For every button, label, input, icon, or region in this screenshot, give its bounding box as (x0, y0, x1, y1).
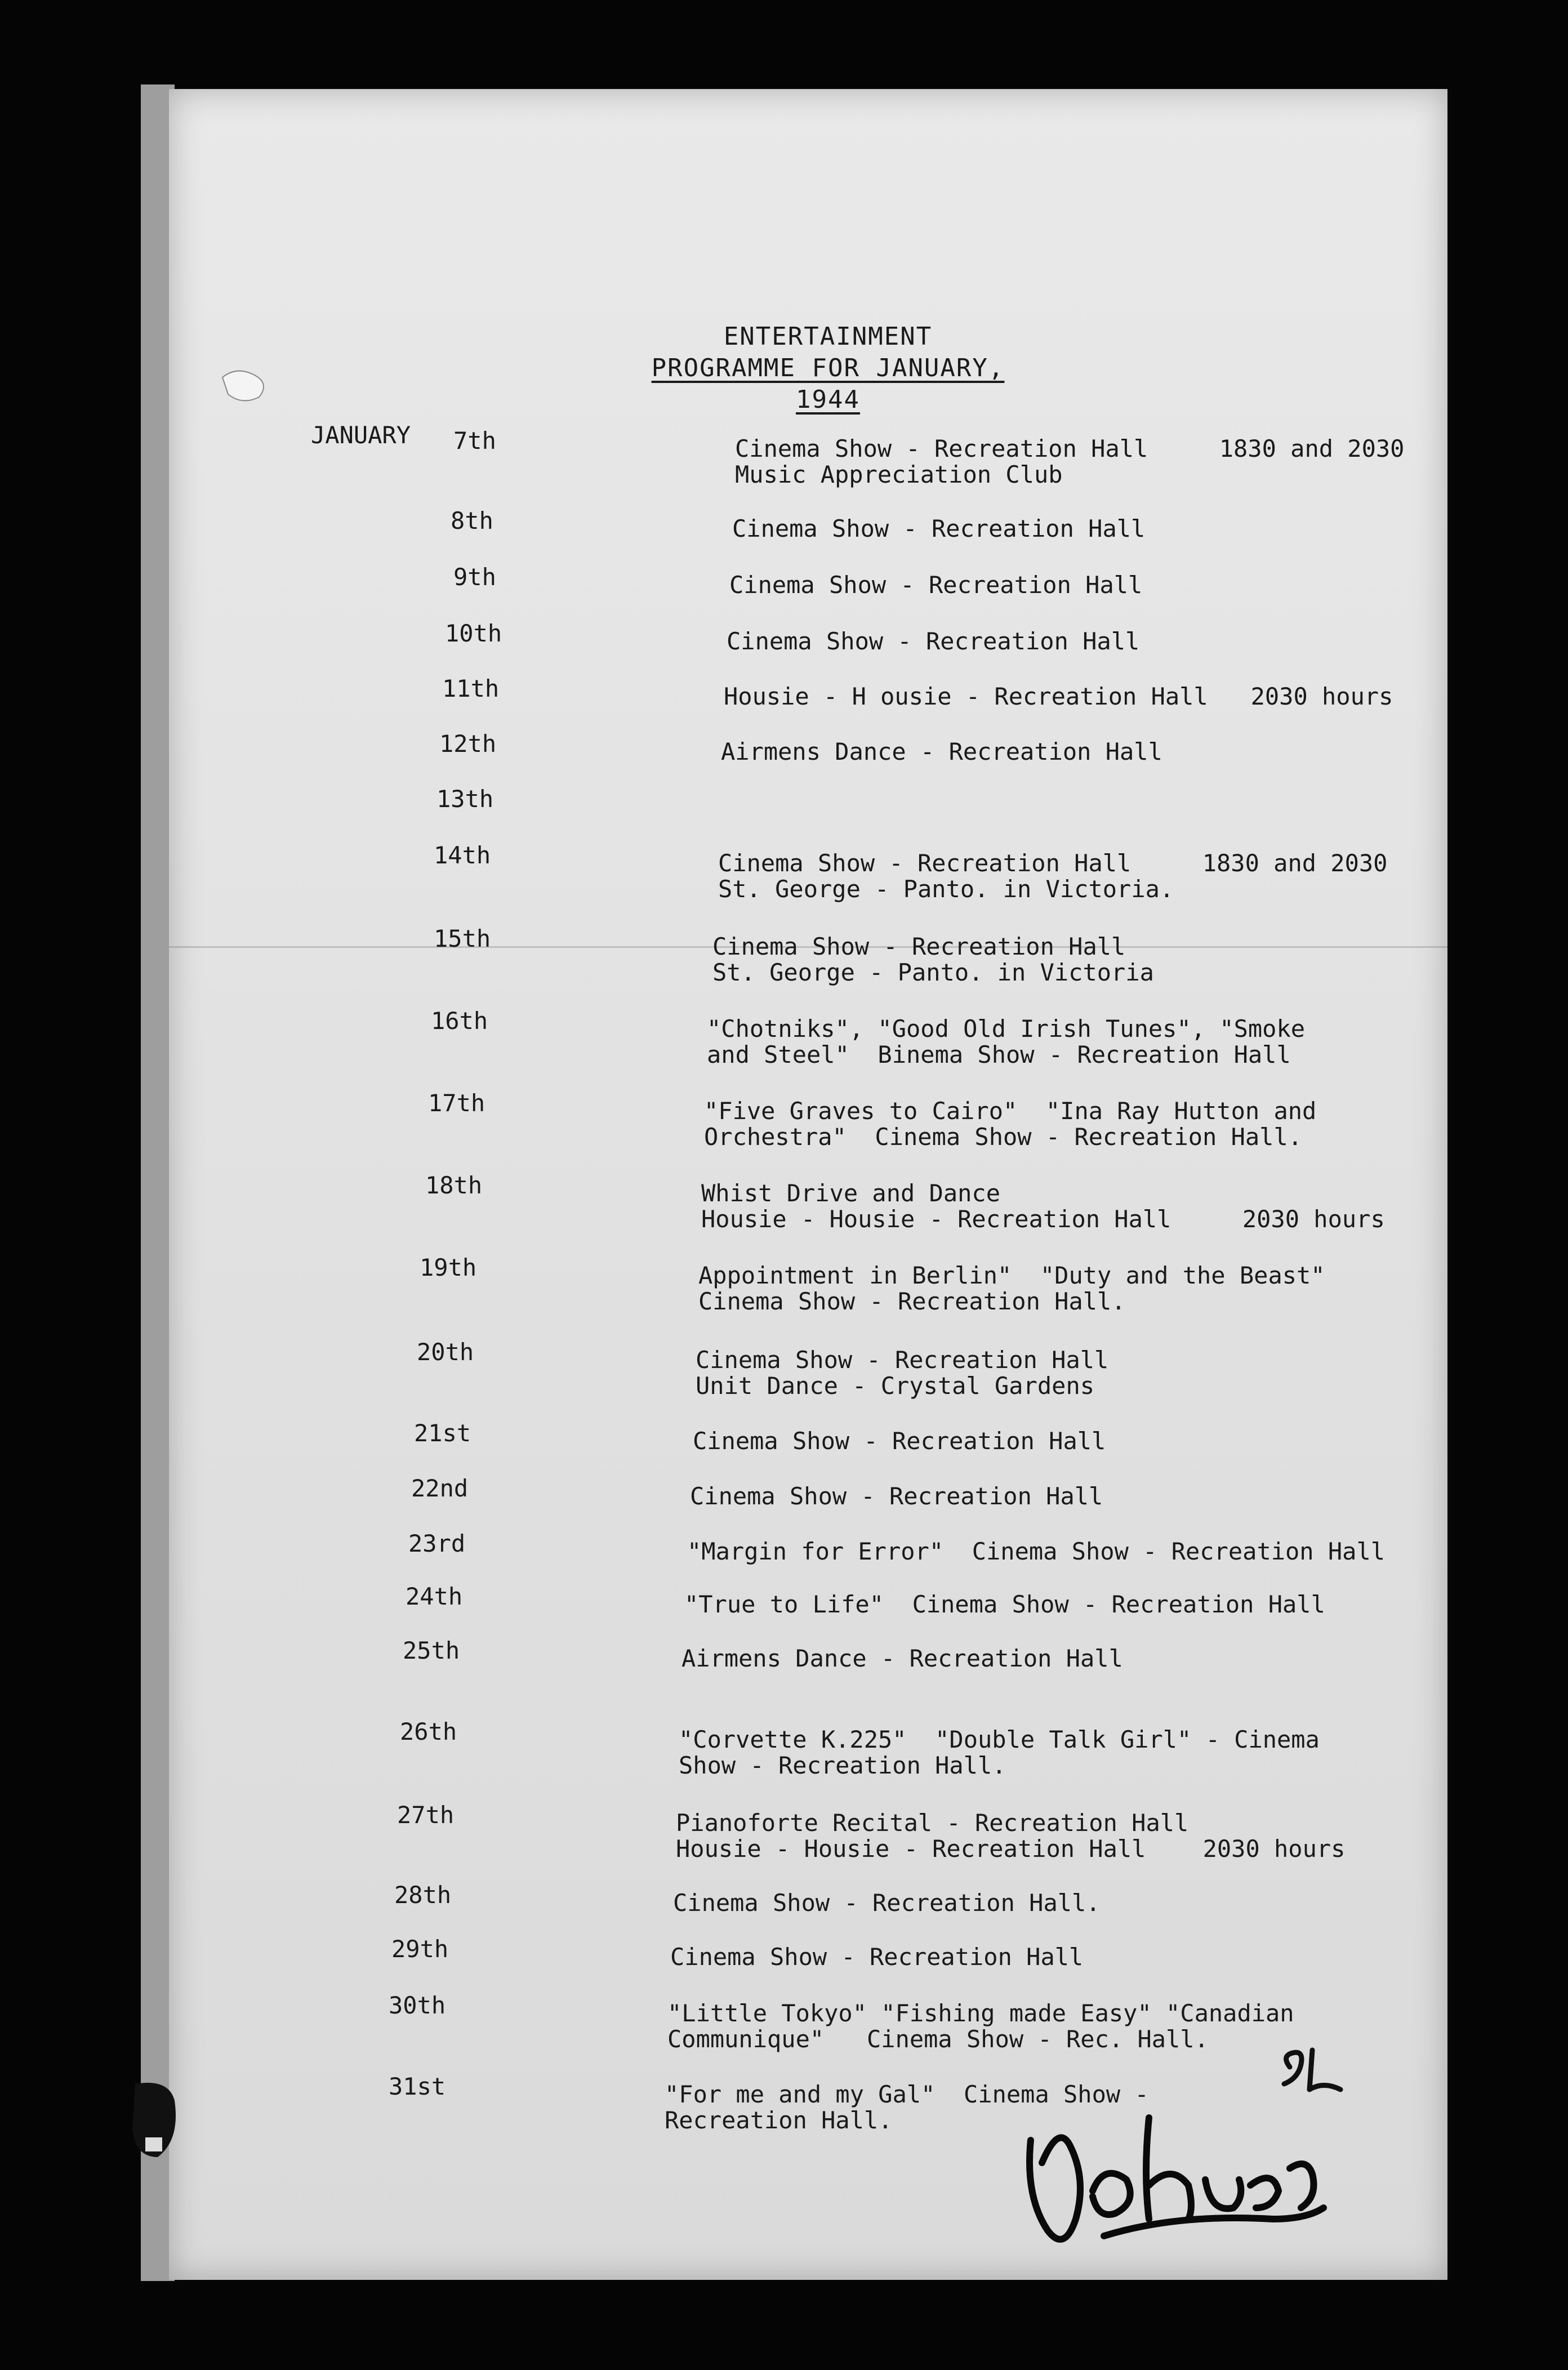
entry-description-line: Recreation Hall. (665, 2106, 893, 2134)
entry-description-line: Show - Recreation Hall. (679, 1752, 1006, 1779)
entry-day: 10th (445, 620, 502, 647)
entry-day: 23rd (408, 1530, 466, 1557)
entry-description-line: Orchestra" Cinema Show - Recreation Hall. (704, 1123, 1303, 1151)
entry-day: 8th (451, 507, 493, 534)
entry-description-line: Pianoforte Recital - Recreation Hall (676, 1809, 1189, 1837)
entry-day: 29th (391, 1935, 449, 1963)
entry-day: 14th (434, 841, 491, 869)
entry-description-line: Cinema Show - Recreation Hall (670, 1943, 1084, 1971)
entry-description-line: Housie - Housie - Recreation Hall 2030 hours (701, 1205, 1385, 1233)
entry-description-line: "For me and my Gal" Cinema Show - (665, 2081, 1149, 2108)
entry-description-line: St. George - Panto. in Victoria (712, 959, 1154, 986)
header-subtitle: PROGRAMME FOR JANUARY, 1944 (651, 354, 1005, 414)
entry-description-line: Cinema Show - Recreation Hall 1830 and 2030 (718, 849, 1388, 877)
entry-description-line: "Margin for Error" Cinema Show - Recreation Hall (687, 1538, 1386, 1565)
binding-hole (124, 2078, 186, 2163)
month-label: JANUARY (311, 421, 411, 449)
entry-description-line: Cinema Show - Recreation Hall. (698, 1288, 1126, 1315)
entry-description-line: Cinema Show - Recreation Hall (693, 1427, 1106, 1455)
entry-day: 9th (453, 563, 496, 591)
entry-description-line: Cinema Show - Recreation Hall (732, 515, 1146, 542)
entry-day: 28th (394, 1881, 452, 1909)
entry-description-line: Cinema Show - Recreation Hall (712, 933, 1126, 960)
entry-description-line: Cinema Show - Recreation Hall (727, 627, 1140, 655)
entry-day: 27th (397, 1801, 455, 1829)
entry-day: 15th (434, 925, 491, 952)
entry-description-line: and Steel" Binema Show - Recreation Hall (707, 1041, 1291, 1068)
entry-description-line: "Five Graves to Cairo" "Ina Ray Hutton and (704, 1097, 1317, 1125)
entry-description-line: Housie - Housie - Recreation Hall 2030 hours (676, 1835, 1346, 1863)
entry-description-line: "Little Tokyo" "Fishing made Easy" "Canadian (667, 1999, 1294, 2027)
entry-description-line: "Corvette K.225" "Double Talk Girl" - Cinema (679, 1726, 1320, 1753)
entry-day: 16th (431, 1007, 488, 1035)
entry-description-line: Communique" Cinema Show - Rec. Hall. (667, 2025, 1209, 2053)
entry-day: 7th (453, 427, 496, 455)
entry-description-line: Cinema Show - Recreation Hall (690, 1482, 1103, 1510)
header-title: ENTERTAINMENT (723, 322, 933, 351)
entry-day: 19th (420, 1254, 477, 1281)
entry-day: 13th (436, 785, 494, 813)
entry-description-line: Housie - H ousie - Recreation Hall 2030 hours (724, 683, 1393, 710)
handwritten-signature (1008, 2050, 1346, 2287)
entry-day: 25th (403, 1637, 460, 1664)
entry-day: 20th (417, 1338, 474, 1366)
entry-description-line: Airmens Dance - Recreation Hall (681, 1645, 1123, 1672)
entry-day: 11th (442, 675, 500, 702)
paper-tear-mark (220, 366, 276, 406)
entry-description-line: Cinema Show - Recreation Hall 1830 and 2030 (735, 435, 1405, 462)
entry-day: 17th (428, 1089, 485, 1117)
entry-description-line: Whist Drive and Dance (701, 1179, 1001, 1207)
entry-day: 31st (389, 2073, 446, 2100)
entry-day: 12th (439, 730, 497, 758)
entry-description-line: "Chotniks", "Good Old Irish Tunes", "Smoke (707, 1015, 1306, 1043)
entry-description-line: Music Appreciation Club (735, 461, 1063, 488)
document-header (614, 321, 1042, 416)
entry-day: 18th (425, 1171, 483, 1199)
entry-day: 21st (414, 1419, 471, 1447)
entry-day: 24th (406, 1583, 463, 1610)
entry-description-line: Cinema Show - Recreation Hall (696, 1346, 1109, 1374)
entry-description-line: "True to Life" Cinema Show - Recreation Hall (684, 1591, 1325, 1618)
entry-description-line: Appointment in Berlin" "Duty and the Beast" (698, 1262, 1325, 1289)
entry-description-line: Cinema Show - Recreation Hall (729, 571, 1143, 599)
entry-description-line: Cinema Show - Recreation Hall. (673, 1889, 1101, 1917)
entry-description-line: Unit Dance - Crystal Gardens (696, 1372, 1095, 1400)
entry-day: 30th (389, 1992, 446, 2019)
entry-description-line: St. George - Panto. in Victoria. (718, 875, 1174, 903)
entry-day: 22nd (411, 1474, 469, 1502)
entry-day: 26th (400, 1718, 457, 1745)
entry-description-line: Airmens Dance - Recreation Hall (721, 738, 1162, 765)
